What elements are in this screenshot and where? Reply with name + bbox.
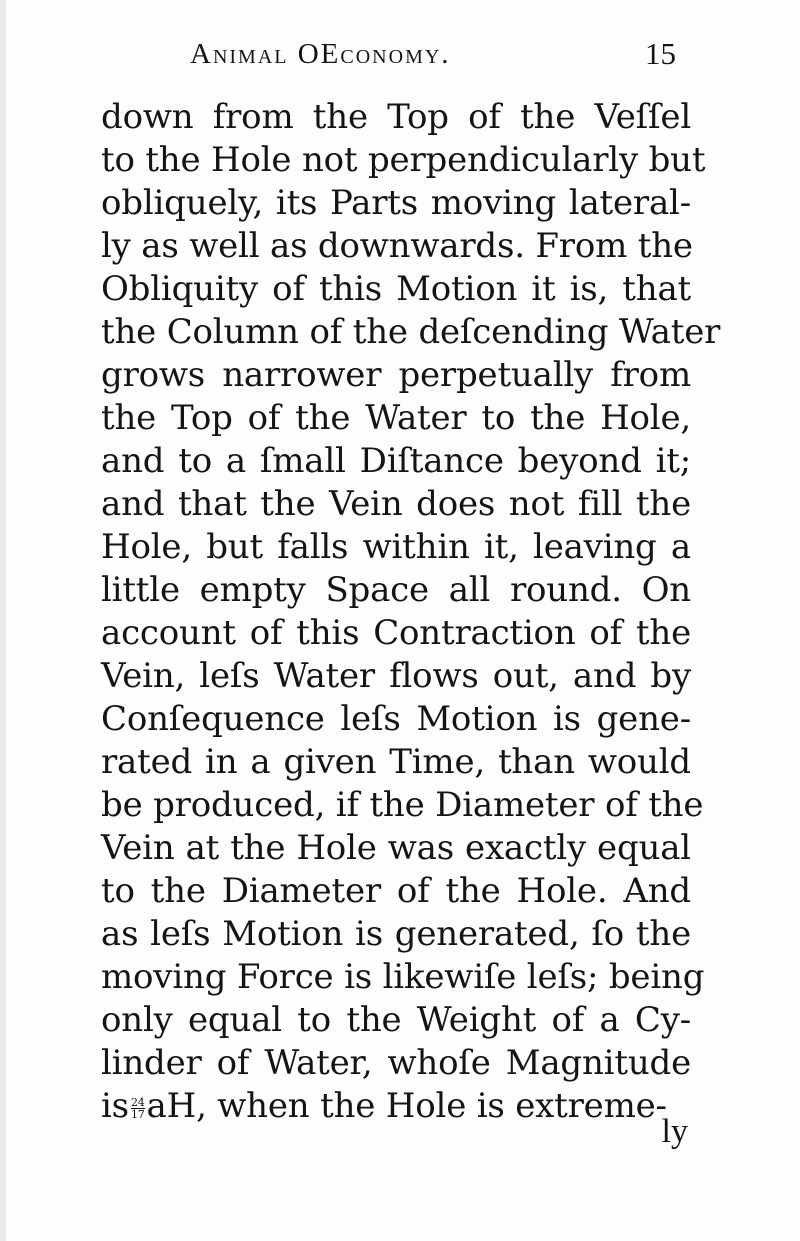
text-line: down from the Top of the Veſſel bbox=[101, 97, 691, 137]
text-line: the Top of the Water to the Hole, bbox=[101, 398, 691, 438]
fraction-denominator: 17 bbox=[130, 1107, 145, 1121]
text-line: Obliquity of this Motion it is, that bbox=[101, 269, 691, 309]
text-line: to the Hole not perpendicularly but bbox=[101, 140, 706, 180]
fraction bbox=[131, 1097, 145, 1120]
text-line: Vein at the Hole was exactly equal bbox=[101, 828, 691, 868]
line-suffix: aH, when the Hole is extreme- bbox=[146, 1086, 667, 1126]
text-line: be produced, if the Diameter of the bbox=[101, 785, 704, 825]
page-edge-shadow bbox=[0, 0, 6, 1241]
text-line: linder of Water, whoſe Magnitude bbox=[101, 1043, 691, 1083]
catchword: ly bbox=[661, 1113, 688, 1150]
running-title: Animal OEconomy. bbox=[190, 38, 451, 70]
text-line: only equal to the Weight of a Cy- bbox=[101, 1000, 691, 1040]
text-line: grows narrower perpetually from bbox=[101, 355, 691, 395]
running-head bbox=[190, 34, 680, 74]
text-line-with-fraction bbox=[101, 1085, 691, 1128]
text-line: Hole, but falls within it, leaving a bbox=[101, 527, 691, 567]
text-line: and to a ſmall Diſtance beyond it; bbox=[101, 441, 691, 481]
text-line: and that the Vein does not fill the bbox=[101, 484, 691, 524]
text-line: to the Diameter of the Hole. And bbox=[101, 871, 691, 911]
text-line: Conſequence leſs Motion is gene- bbox=[101, 699, 691, 739]
text-line: account of this Contraction of the bbox=[101, 613, 691, 653]
page-number: 15 bbox=[645, 36, 676, 71]
text-line: as leſs Motion is generated, ſo the bbox=[101, 914, 691, 954]
text-line: the Column of the deſcending Water bbox=[101, 312, 721, 352]
text-line: ly as well as downwards. From the bbox=[101, 226, 693, 266]
text-line: little empty Space all round. On bbox=[101, 570, 691, 610]
text-line: obliquely, its Parts moving lateral- bbox=[101, 183, 691, 223]
body-text bbox=[101, 96, 721, 1128]
text-line: moving Force is likewiſe leſs; being bbox=[101, 957, 705, 997]
text-line: Vein, leſs Water flows out, and by bbox=[101, 656, 691, 696]
fraction-numerator: 24 bbox=[130, 1095, 145, 1109]
line-prefix: is bbox=[101, 1086, 129, 1126]
text-line: rated in a given Time, than would bbox=[101, 742, 691, 782]
